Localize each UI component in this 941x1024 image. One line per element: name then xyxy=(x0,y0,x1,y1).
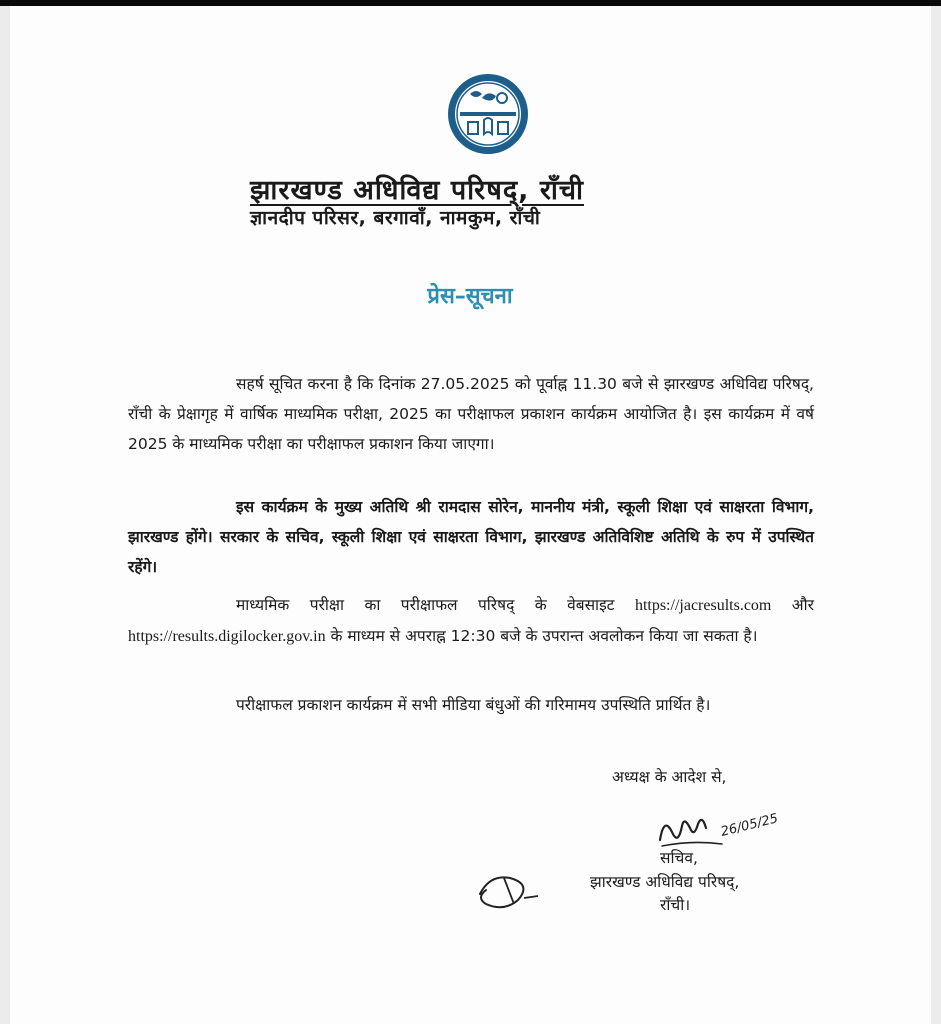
notice-paragraph-1: सहर्ष सूचित करना है कि दिनांक 27.05.2025 को पूर्वाह्न 11.30 बजे से झारखण्ड अधिविद्य परिषद्, राँची के प्रेक्षागृह में वार्षिक माध्यमिक परीक्षा, 2025 का परीक्षाफल प्रकाशन कार्यक्रम आयोजित है। इस कार्यक्रम में वर्ष 2025 के माध्यमिक परीक्षा का परीक्षाफल प्रकाशन किया जाएगा। xyxy=(128,375,814,453)
signatory-designation: सचिव, xyxy=(660,849,698,867)
p3-text-before: माध्यमिक परीक्षा का परीक्षाफल परिषद् के वेबसाइट xyxy=(236,596,635,614)
signatory-city: राँची। xyxy=(660,896,691,914)
left-border xyxy=(0,6,10,1024)
organization-name: झारखण्ड अधिविद्य परिषद्, राँची xyxy=(250,175,584,206)
p3-text-and: और xyxy=(771,596,814,614)
notice-title: प्रेस–सूचना xyxy=(427,284,513,309)
signature-date: 26/05/25 xyxy=(719,811,780,840)
jacresults-url[interactable]: https://jacresults.com xyxy=(634,597,772,614)
top-border xyxy=(0,0,941,6)
notice-paragraph-3 xyxy=(128,590,814,652)
initials-mark xyxy=(474,868,542,912)
p3-text-after: के माध्यम से अपराह्न 12:30 बजे के उपरान्त अवलोकन किया जा सकता है। xyxy=(325,627,758,645)
organization-address: ज्ञानदीप परिसर, बरगावाँ, नामकुम, राँची xyxy=(250,207,541,229)
signatory-organization: झारखण्ड अधिविद्य परिषद्, xyxy=(590,873,740,891)
notice-paragraph-4: परीक्षाफल प्रकाशन कार्यक्रम में सभी मीडिया बंधुओं की गरिमामय उपस्थिति प्रार्थित है। xyxy=(236,696,711,714)
digilocker-url[interactable]: https://results.digilocker.gov.in xyxy=(128,628,326,645)
signature-order-line: अध्यक्ष के आदेश से, xyxy=(612,768,727,786)
council-seal-icon xyxy=(446,72,530,156)
notice-paragraph-2: इस कार्यक्रम के मुख्य अतिथि श्री रामदास सोरेन, माननीय मंत्री, स्कूली शिक्षा एवं साक्षरता विभाग, झारखण्ड होंगे। सरकार के सचिव, स्कूली शिक्षा एवं साक्षरता विभाग, झारखण्ड अतिविशिष्ट अतिथि के रुप में उपस्थित रहेंगे। xyxy=(128,498,814,576)
right-border xyxy=(931,6,941,1024)
